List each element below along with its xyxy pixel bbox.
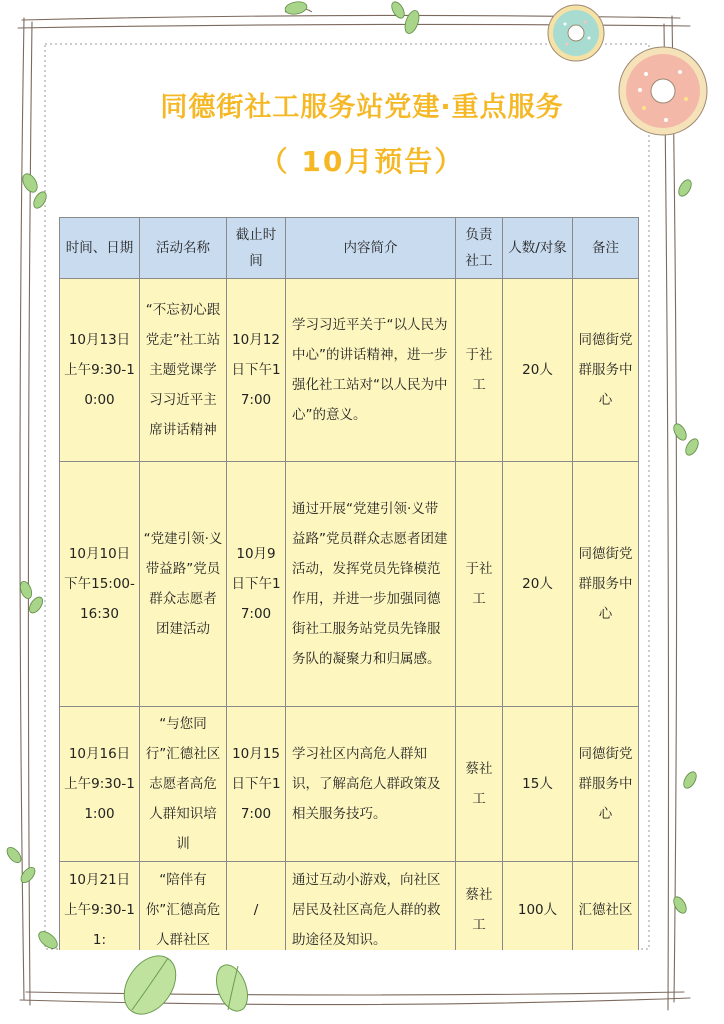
cell-participants: 15人 — [503, 707, 573, 862]
leaf-vine-left — [4, 171, 60, 951]
cell-time: 10月21日上午9:30-11: — [60, 862, 140, 951]
cell-activity-name: “党建引领·义带益路”党员群众志愿者团建活动 — [140, 462, 227, 707]
page-subtitle: （ 10月预告） — [259, 145, 465, 178]
cell-note: 同德街党群服务中心 — [573, 462, 639, 707]
cell-description: 通过开展“党建引领·义带益路”党员群众志愿者团建活动，发挥党员先锋模范作用，并进一步加强同德街社工服务站党员先锋服务队的凝聚力和归属感。 — [286, 462, 456, 707]
cell-deadline: / — [227, 862, 286, 951]
cell-note: 同德街党群服务中心 — [573, 707, 639, 862]
cell-description: 学习习近平关于“以人民为中心”的讲话精神，进一步强化社工站对“以人民为中心”的意义。 — [286, 279, 456, 462]
leaf-cluster-bottom — [114, 946, 254, 1024]
header-activity-name: 活动名称 — [140, 218, 227, 279]
header-note: 备注 — [573, 218, 639, 279]
cell-description: 学习社区内高危人群知识，了解高危人群政策及相关服务技巧。 — [286, 707, 456, 862]
cell-time: 10月16日上午9:30-11:00 — [60, 707, 140, 862]
cell-participants: 20人 — [503, 462, 573, 707]
header-time: 时间、日期 — [60, 218, 140, 279]
cell-participants: 20人 — [503, 279, 573, 462]
table-row — [60, 707, 639, 862]
cell-note: 同德街党群服务中心 — [573, 279, 639, 462]
table-row — [60, 279, 639, 462]
cell-activity-name: “与您同行”汇德社区志愿者高危人群知识培训 — [140, 707, 227, 862]
cell-social-worker: 于社工 — [456, 462, 503, 707]
cell-activity-name: “不忘初心跟党走”社工站主题党课学习习近平主席讲话精神 — [140, 279, 227, 462]
schedule-table — [59, 217, 639, 950]
cell-deadline: 10月15日下午17:00 — [227, 707, 286, 862]
table-row — [60, 462, 639, 707]
table-header-row — [60, 218, 639, 279]
cell-social-worker: 蔡社工 — [456, 862, 503, 951]
header-participants: 人数/对象 — [503, 218, 573, 279]
cell-description: 通过互动小游戏，向社区居民及社区高危人群的救助途径及知识。 — [286, 862, 456, 951]
cell-social-worker: 于社工 — [456, 279, 503, 462]
cell-deadline: 10月12日下午17:00 — [227, 279, 286, 462]
header-social-worker: 负责社工 — [456, 218, 503, 279]
leaf-vine-top — [284, 0, 422, 35]
donut-decoration-small — [545, 2, 607, 64]
header-description: 内容简介 — [286, 218, 456, 279]
header-deadline: 截止时间 — [227, 218, 286, 279]
cell-note: 汇德社区 — [573, 862, 639, 951]
cell-time: 10月10日下午15:00-16:30 — [60, 462, 140, 707]
table-row — [60, 862, 639, 951]
cell-deadline: 10月9日下午17:00 — [227, 462, 286, 707]
page-title: 同德街社工服务站党建·重点服务 — [160, 92, 564, 123]
cell-activity-name: “陪伴有你”汇德高危人群社区 — [140, 862, 227, 951]
cell-social-worker: 蔡社工 — [456, 707, 503, 862]
cell-participants: 100人 — [503, 862, 573, 951]
cell-time: 10月13日上午9:30-10:00 — [60, 279, 140, 462]
schedule-table-wrapper — [59, 217, 639, 950]
